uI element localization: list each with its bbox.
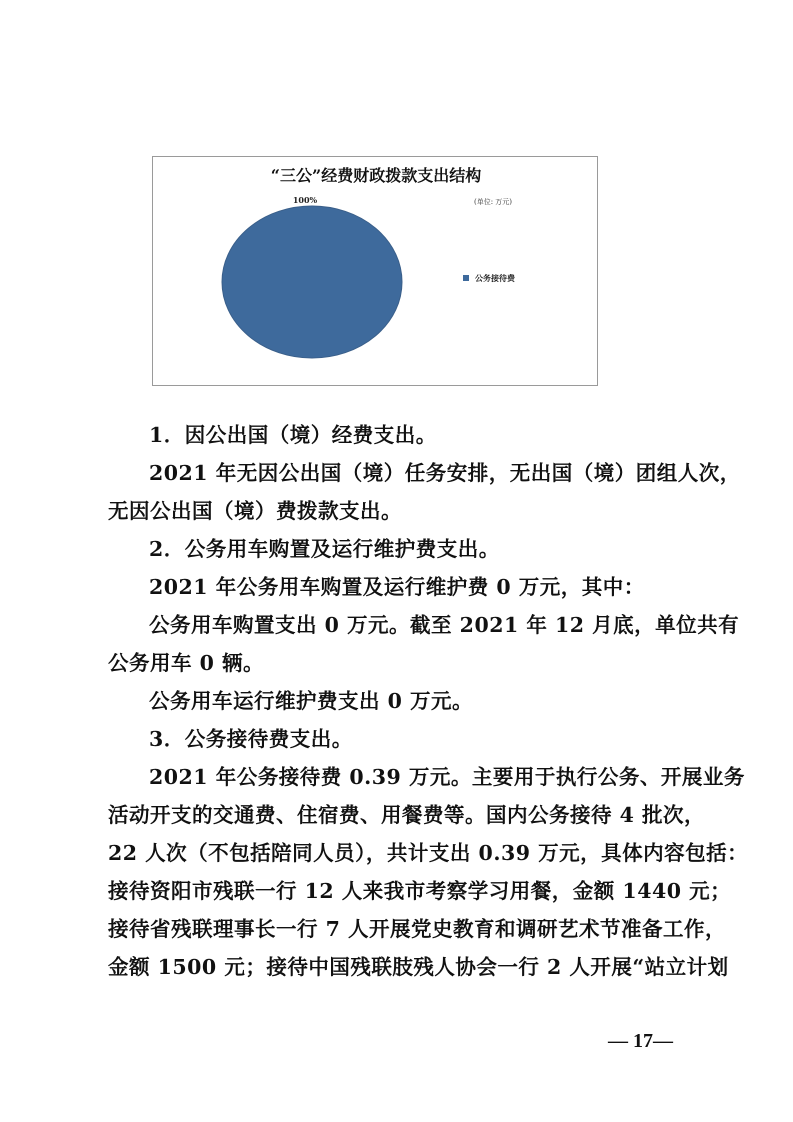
paragraph-line: 22 人次（不包括陪同人员），共计支出 0.39 万元，具体内容包括： — [108, 841, 749, 865]
chart-unit-note: (单位: 万元) — [473, 198, 513, 206]
paragraph-line: 2021 年公务用车购置及运行维护费 0 万元，其中： — [149, 575, 645, 599]
paragraph-line: 公务用车运行维护费支出 0 万元。 — [149, 689, 474, 713]
section-heading-2: 2．公务用车购置及运行维护费支出。 — [149, 537, 500, 561]
pie-chart-svg — [153, 157, 599, 387]
legend-label: 公务接待费 — [475, 273, 515, 283]
paragraph-line: 公务用车 0 辆。 — [108, 651, 265, 675]
section-heading-1: 1．因公出国（境）经费支出。 — [149, 423, 437, 447]
slice-percent-label: 100% — [292, 195, 318, 205]
page-number: — 17— — [608, 1030, 673, 1052]
section-heading-3: 3．公务接待费支出。 — [149, 727, 353, 751]
paragraph-line: 接待资阳市残联一行 12 人来我市考察学习用餐，金额 1440 元； — [108, 879, 732, 903]
pie-slice — [222, 206, 402, 358]
paragraph-line: 活动开支的交通费、住宿费、用餐费等。国内公务接待 4 批次， — [108, 803, 706, 827]
pie-chart — [152, 156, 598, 386]
paragraph-line: 接待省残联理事长一行 7 人开展党史教育和调研艺术节准备工作， — [108, 917, 727, 941]
paragraph-line: 公务用车购置支出 0 万元。截至 2021 年 12 月底，单位共有 — [149, 613, 740, 637]
paragraph-line: 2021 年公务接待费 0.39 万元。主要用于执行公务、开展业务 — [149, 765, 745, 789]
paragraph-line: 2021 年无因公出国（境）任务安排，无出国（境）团组人次， — [149, 461, 741, 485]
paragraph-line: 金额 1500 元；接待中国残联肢残人协会一行 2 人开展“站立计划 — [108, 955, 729, 979]
legend-swatch — [463, 275, 469, 281]
chart-title: “三公”经费财政拨款支出结构 — [270, 166, 482, 185]
paragraph-line: 无因公出国（境）费拨款支出。 — [108, 499, 402, 523]
